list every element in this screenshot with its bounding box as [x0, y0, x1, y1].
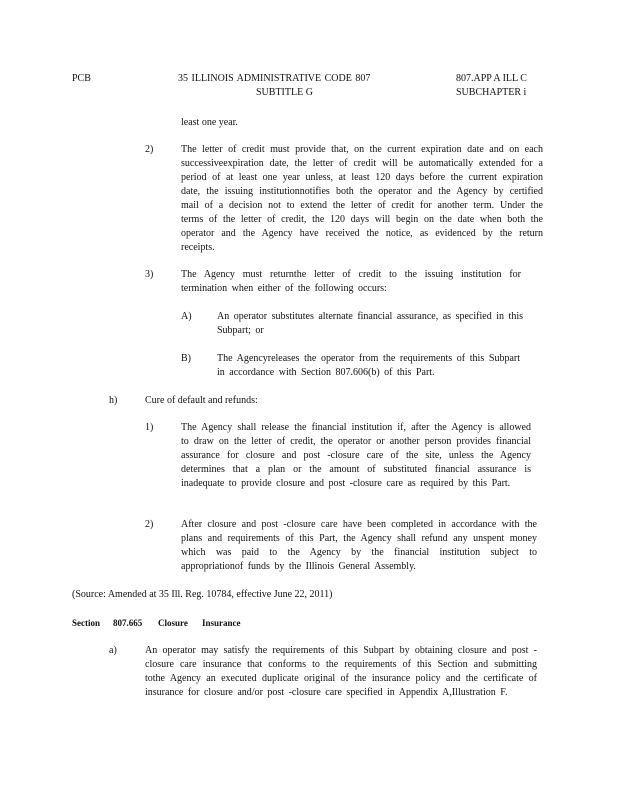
intro-text: least one year. — [181, 117, 238, 128]
section-h-item-2-text: After closure and post -closure care have been completed in accordance with the plans and requirements of this Part, the Agency shall refund any unspent money which was paid to the Agency by the financial institution subject to appropriationof funds by the Illinois General Assembly. — [181, 519, 537, 572]
item-2-text: The letter of credit must provide that, on the current expiration date and on each successiveexpiration date, the letter of credit will be automatically extended for a period of at least one year unless, at least 120 days before the current expiration date, the issuing institutionnotifies both the operator and the Agency by certified mail of a decision not to extend the letter of credit for another term. Under the terms of the letter of credit, the 120 days will begin on the date when both the operator and the Agency have received the notice, as evidenced by the return receipts. — [181, 144, 543, 253]
section-h-item-2-number: 2) — [145, 519, 154, 530]
section-title-1: Closure — [158, 618, 188, 628]
section-h-number: h) — [109, 395, 118, 406]
item-3-text: The Agency must returnthe letter of credit to the issuing institution for termination when either of the following occurs: — [181, 269, 521, 294]
item-3-number: 3) — [145, 269, 154, 280]
section-h-title: Cure of default and refunds: — [145, 395, 258, 406]
item-3b-number: B) — [181, 353, 191, 364]
header-center-line2: SUBTITLE G — [256, 87, 313, 98]
item-3a-text: An operator substitutes alternate financial assurance, as specified in this Subpart; or — [217, 311, 523, 336]
item-3b-text: The Agencyreleases the operator from the requirements of this Subpart in accordance with Section 807.606(b) of this Part. — [217, 353, 520, 378]
section-h-item-1-text: The Agency shall release the financial institution if, after the Agency is allowed to draw on the letter of credit, the operator or another person provides financial assurance for closure and post -closure care of the site, unless the Agency determines that a plan or the amount of substituted financial assurance is inadequate to provide closure and post -closure care as required by this Part. — [181, 422, 531, 489]
item-a-text: An operator may satisfy the requirements of this Subpart by obtaining closure and post -closure care insurance that conforms to the requirements of this Section and submitting tothe Agency an executed duplicate original of the insurance policy and the certificate of insurance for closure and/or post -closure care specified in Appendix A,Illustration F. — [145, 645, 537, 698]
item-3a-number: A) — [181, 311, 192, 322]
header-right-line1: 807.APP A ILL C — [456, 73, 527, 84]
item-a-number: a) — [109, 645, 117, 656]
section-number: 807.665 — [113, 618, 143, 628]
section-label: Section — [72, 618, 100, 628]
section-title-2: Insurance — [202, 618, 241, 628]
source-note: (Source: Amended at 35 Ill. Reg. 10784, effective June 22, 2011) — [72, 589, 333, 600]
item-2-number: 2) — [145, 144, 154, 155]
header-center-line1: 35 ILLINOIS ADMINISTRATIVE CODE 807 — [178, 73, 371, 84]
section-h-item-1-number: 1) — [145, 422, 154, 433]
header-right-line2: SUBCHAPTER i — [456, 87, 527, 98]
header-left: PCB — [72, 73, 91, 84]
